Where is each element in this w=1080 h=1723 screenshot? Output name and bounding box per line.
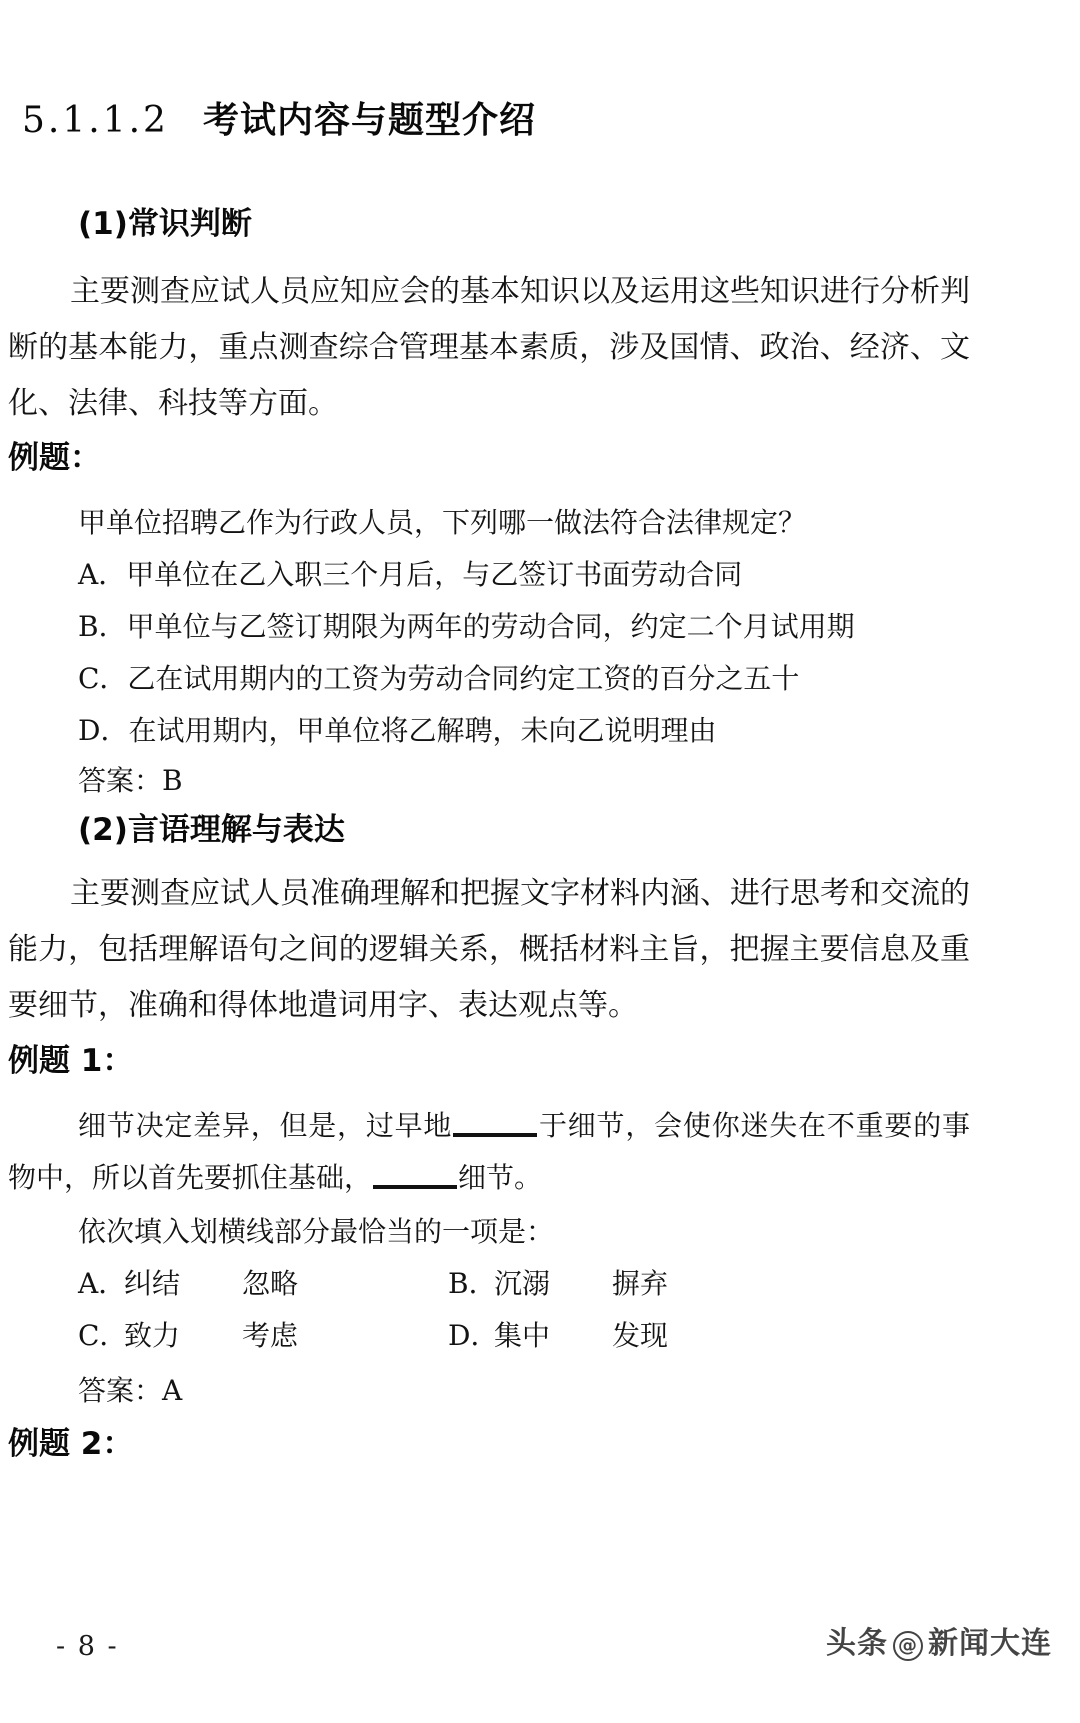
option-d-key: D． — [448, 1319, 499, 1352]
section-paragraph-1: 主要测查应试人员应知应会的基本知识以及运用这些知识进行分析判断的基本能力，重点测查综合管理基本素质，涉及国情、政治、经济、文化、法律、科技等方面。 — [8, 274, 970, 421]
example-question-1: 甲单位招聘乙作为行政人员，下列哪一做法符合法律规定？ — [78, 506, 807, 539]
section-heading-1: (1)常识判断 — [78, 206, 252, 242]
page-title — [22, 92, 536, 143]
fill-blank-1[interactable] — [453, 1111, 537, 1137]
watermark-prefix: 头条 — [826, 1626, 888, 1661]
option-d-word1: 集中 — [494, 1319, 551, 1352]
option-c — [78, 1314, 448, 1354]
example-option-b-1: B．甲单位与乙签订期限为两年的劳动合同，约定二个月试用期 — [78, 610, 855, 643]
option-c-word1: 致力 — [124, 1319, 181, 1352]
option-c-word2: 考虑 — [242, 1319, 299, 1352]
example-prompt-2: 依次填入划横线部分最恰当的一项是： — [78, 1215, 555, 1248]
example-label-1: 例题： — [8, 440, 101, 476]
example-option-c-1: C．乙在试用期内的工资为劳动合同约定工资的百分之五十 — [78, 662, 800, 695]
example-passage-2 — [8, 1100, 970, 1204]
example-answer-2: 答案：A — [78, 1374, 183, 1407]
option-c-key: C． — [78, 1319, 128, 1352]
section-paragraph-2: 主要测查应试人员准确理解和把握文字材料内涵、进行思考和交流的能力，包括理解语句之间的逻辑关系，概括材料主旨，把握主要信息及重要细节，准确和得体地遣词用字、表达观点等。 — [8, 876, 970, 1023]
option-b-key: B． — [448, 1267, 497, 1300]
option-d — [448, 1314, 668, 1354]
example-option-d-1: D．在试用期内，甲单位将乙解聘，未向乙说明理由 — [78, 714, 717, 747]
watermark — [826, 1618, 1052, 1662]
option-a-key: A． — [78, 1267, 127, 1300]
example-label-3: 例题 2： — [8, 1426, 134, 1462]
option-b-word1: 沉溺 — [494, 1267, 551, 1300]
option-row-cd — [78, 1314, 928, 1354]
at-icon: @ — [893, 1631, 923, 1661]
fill-blank-2[interactable] — [373, 1163, 457, 1189]
section-heading-2: (2)言语理解与表达 — [78, 812, 345, 848]
heading-title: 考试内容与题型介绍 — [202, 99, 536, 141]
option-a-word1: 纠结 — [124, 1267, 181, 1300]
option-b-word2: 摒弃 — [612, 1267, 669, 1300]
heading-number: 5.1.1.2 — [22, 100, 169, 141]
passage-part-2: 于细节，会使你迷失在不重要的事物中，所以首先要抓住基础， — [8, 1109, 970, 1194]
passage-part-3: 细节。 — [458, 1161, 543, 1194]
option-a — [78, 1262, 448, 1302]
passage-part-1: 细节决定差异，但是，过早地 — [78, 1109, 453, 1142]
option-d-word2: 发现 — [612, 1319, 669, 1352]
watermark-name: 新闻大连 — [928, 1626, 1052, 1661]
example-answer-1: 答案：B — [78, 764, 183, 797]
option-b — [448, 1262, 668, 1302]
page-number: - 8 - — [56, 1631, 119, 1662]
example-option-a-1: A．甲单位在乙入职三个月后，与乙签订书面劳动合同 — [78, 558, 743, 591]
option-row-ab — [78, 1262, 928, 1302]
option-a-word2: 忽略 — [242, 1267, 299, 1300]
example-label-2: 例题 1： — [8, 1043, 134, 1079]
